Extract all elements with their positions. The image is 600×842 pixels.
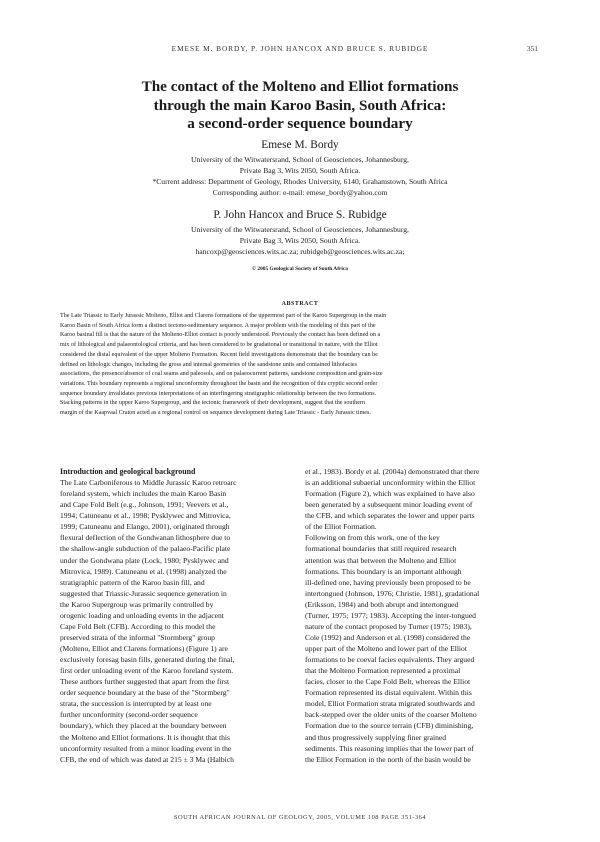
text-line: and thus progressively supplying finer grained — [305, 732, 447, 742]
text-line: et al., 1983). Bordy et al. (2004a) demonstrated that there — [305, 467, 480, 476]
text-line: 1999; Catuneanu and Elango, 2001), originated through — [60, 522, 230, 532]
text-line: attention was that between the Molteno and Elliot — [305, 555, 457, 565]
text-line: boundary), which they placed at the boundary between — [60, 721, 227, 731]
text-line: (Eriksson, 1984) and both abrupt and intertongued — [305, 599, 459, 609]
text-line: associations, the presence/absence of coal seams and paleosols, and on palaeocurrent patterns, sandstone composition and grain-size — [60, 371, 383, 378]
text-line: Mitrovica, 1989). Catuneanu et al. (1998) analyzed the — [60, 566, 227, 576]
text-line: foreland system, which includes the main Karoo Basin — [60, 489, 227, 499]
text-line: Cape Fold Belt (CFB). According to this model the — [60, 621, 216, 631]
paper-title — [60, 78, 540, 134]
title-line: through the main Karoo Basin, South Africa: — [153, 96, 447, 114]
text-line: The Late Carboniferous to Middle Jurassic Karoo retroarc — [60, 478, 237, 488]
title-line: a second-order sequence boundary — [187, 115, 413, 133]
affiliation-line: Private Bag 3, Wits 2050, South Africa. — [239, 236, 361, 246]
author-2-name: P. John Hancox and Bruce S. Rubidge — [213, 209, 387, 221]
text-line: sediments. This reasoning implies that the lower part of — [305, 743, 474, 753]
text-line: exclusively foresag basin fills, generated during the final, — [60, 655, 235, 665]
text-line: (Turner, 1975; 1977; 1983). Accepting the inter-tongued — [305, 610, 476, 620]
title-line: The contact of the Molteno and Elliot formations — [141, 78, 459, 95]
text-line: intertongued (Johnson, 1976; Christie, 1981), gradational — [305, 588, 480, 598]
text-line: preserved strata of the informal "Stormberg" group — [60, 632, 215, 642]
affiliation-line: University of the Witwatersrand, School of Geosciences, Johannesburg, — [191, 225, 409, 234]
text-line: sequence boundary invalidates previous interpretations of an interfingering stratigraphic relationship between the two formations. — [60, 390, 377, 397]
body-column-left — [60, 466, 295, 765]
page-number: 351 — [526, 44, 538, 53]
text-line: 1994; Catuneanu et al., 1998; Pysklywec and Mitrovica, — [60, 511, 231, 521]
affiliation-line: *Current address: Department of Geology, Rhodes University, 6140, Grahamstown, South Africa — [152, 177, 448, 187]
author-1-affiliation — [60, 154, 540, 198]
section-heading: Introduction and geological background — [60, 467, 196, 476]
text-line: margin of the Kaapvaal Craton acted as a regional control on sequence development during Late Triassic - Early Jurassic times. — [60, 410, 371, 417]
text-line: been generated by a subsequent minor loading event of — [305, 500, 473, 510]
text-line: (Molteno, Elliot and Clarens formations) (Figure 1) are — [60, 644, 228, 653]
corresponding-email: Corresponding author: e-mail: emese_bordy@yahoo.com — [212, 188, 388, 198]
text-line: upper part of the Molteno and lower part of the Elliot — [305, 644, 467, 653]
text-line: further unconformity (second-order sequence — [60, 710, 198, 720]
journal-footer: SOUTH AFRICAN JOURNAL OF GEOLOGY, 2005, VOLUME 108 PAGE 351-364 — [173, 814, 427, 821]
text-line: Stacking patterns in the upper Karoo Supergroup, and the tectonic framework of their development, suggest that the southern — [60, 400, 365, 407]
text-line: the shallow-angle subduction of the palaeo-Pacific plate — [60, 544, 231, 554]
abstract-body — [60, 312, 540, 419]
text-line: formations to be coeval facies equivalents. They argued — [305, 655, 475, 665]
text-line: model, Elliot Formation strata migrated southwards and — [305, 699, 475, 709]
text-line: unconformity resulted from a minor loading event in the — [60, 743, 232, 753]
text-line: Formation due to the source terrain (CFB) diminishing, — [305, 721, 474, 731]
text-line: variations. This boundary represents a regional unconformity throughout the basin and the recognition of this cryptic second order — [60, 380, 378, 387]
text-line: Karoo Basin of South Africa form a distinct tectono-sedimentary sequence. A major problem with the modeling of this part of the — [60, 322, 376, 329]
text-line: suggested that Triassic-Jurassic sequence generation in — [60, 588, 227, 598]
affiliation-line: Private Bag 3, Wits 2050, South Africa. — [239, 166, 361, 176]
copyright-notice: © 2005 Geological Society of South Africa — [252, 266, 348, 272]
text-line: nature of the contact proposed by Turner (1975; 1983), — [305, 621, 472, 631]
text-line: Formation represented its distal equivalent. Within this — [305, 688, 472, 698]
text-line: Formation (Figure 2), which was explained to have also — [305, 489, 475, 499]
text-line: and Cape Fold Belt (e.g., Johnson, 1991; Veevers et al., — [60, 500, 229, 510]
text-line: of the Elliot Formation. — [305, 522, 377, 532]
affiliation-line: University of the Witwatersrand, School of Geosciences, Johannesburg, — [191, 155, 409, 164]
running-head: EMESE M. BORDY, P. JOHN HANCOX AND BRUCE S. RUBIDGE — [171, 44, 429, 53]
text-line: The Late Triassic to Early Jurassic Molteno, Elliot and Clarens formations of the uppermost part of the Karoo Supergroup in the main — [60, 313, 387, 319]
text-line: is an additional subaerial unconformity within the Elliot — [305, 478, 476, 488]
text-line: Following on from this work, one of the key — [305, 533, 440, 543]
text-line: facies, closer to the Cape Fold Belt, whereas the Elliot — [305, 677, 471, 687]
text-line: the Molteno and Elliot formations. It is thought that this — [60, 732, 230, 742]
text-line: flexural deflection of the Gondwanan lithosphere due to — [60, 533, 231, 543]
text-line: formations. This boundary is an important although — [305, 566, 462, 576]
text-line: stratigraphic pattern of the Karoo basin fill, and — [60, 577, 205, 587]
text-line: first order unloading event of the Karoo foreland system. — [60, 666, 234, 676]
text-line: order sequence boundary at the base of the "Stormberg" — [60, 688, 230, 698]
author-2-affiliation — [60, 224, 540, 257]
text-line: that the Molteno Formation represented a proximal — [305, 666, 461, 676]
text-line: strata, the succession is interrupted by at least one — [60, 699, 212, 709]
text-line: defined on lithologic changes, including the gross and internal geometries of the sandstone units and contained lithofacies — [60, 361, 357, 368]
text-line: under the Gondwana plate (Lock, 1980; Pysklywec and — [60, 555, 229, 565]
text-line: CFB, the end of which was dated at 215 ± 3 Ma (Halbich — [60, 754, 234, 764]
text-line: the Karoo Supergroup was primarily controlled by — [60, 599, 214, 609]
text-line: formational boundaries that still required research — [305, 544, 457, 554]
text-line: mix of lithological and palaeontological criteria, and has been considered to be gradational or transitional in nature, with the Elliot — [60, 342, 378, 349]
text-line: considered the distal equivalent of the upper Molteno Formation. Recent field investigations demonstrate that the boundary can be — [60, 351, 378, 358]
text-line: back-stepped over the older units of the coarser Molteno — [305, 710, 477, 720]
body-column-right — [305, 466, 540, 765]
text-line: Cole (1992) and Anderson et al. (1998) considered the — [305, 632, 471, 642]
text-line: the Elliot Formation in the north of the basin would be — [305, 754, 471, 764]
abstract-heading: ABSTRACT — [281, 301, 319, 307]
text-line: the CFB, and which separates the lower and upper parts — [305, 511, 475, 521]
author-1-name: Emese M. Bordy — [261, 139, 339, 151]
text-line: orogenic loading and unloading events in the adjacent — [60, 610, 224, 620]
author-emails: hancoxp@geosciences.wits.ac.za; rubidgeb@geosciences.wits.ac.za; — [195, 247, 405, 257]
text-line: These authors further suggested that apart from the first — [60, 677, 230, 687]
text-line: ill-defined one, having previously been proposed to be — [305, 577, 471, 587]
text-line: Karoo basinal fill is that the nature of the Molteno-Elliot contact is poorly understood. Previously the contact has been defined on a — [60, 332, 381, 339]
